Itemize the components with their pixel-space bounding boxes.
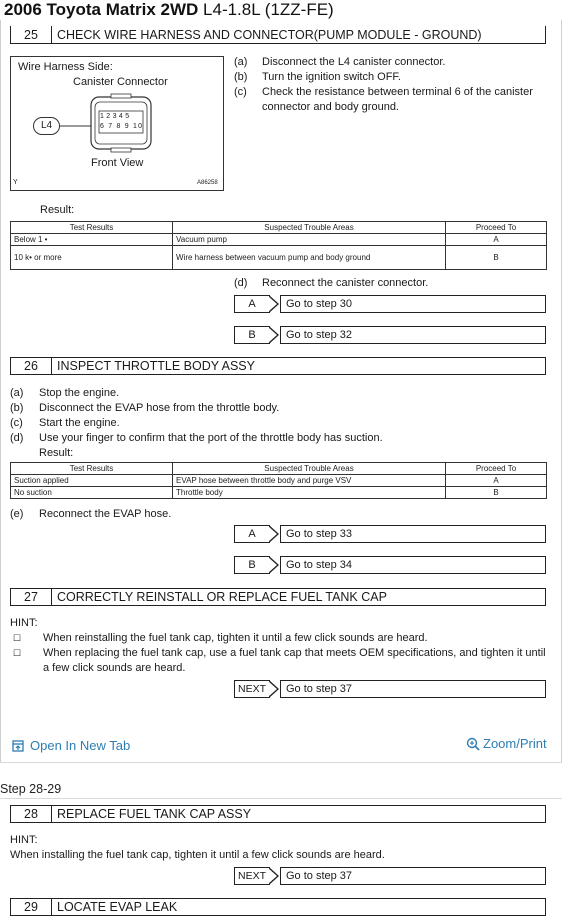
front-view-label: Front View [91,157,144,169]
step-title: REPLACE FUEL TANK CAP ASSY [57,807,252,821]
table-row: 10 k• or more Wire harness between vacuum pump and body ground B [11,246,547,270]
open-new-tab-icon [12,740,24,752]
step-number: 26 [11,358,52,374]
zoom-icon [466,737,480,751]
open-in-new-tab-link[interactable]: Open In New Tab [12,738,130,753]
section-divider [0,762,562,763]
checkbox-bullet-icon: ☐ [13,633,22,643]
step-26-header [10,357,546,375]
step-25-result-label: Result: [40,204,75,216]
pins-top-row: 12345 [100,113,132,120]
step-25-reconnect: (d) Reconnect the canister connector. [234,277,429,289]
step-28-hint-label: HINT: [10,834,38,846]
step-28-hint: When installing the fuel tank cap, tighten it until a few click sounds are heard. [10,849,385,861]
table-row: Suction applied EVAP hose between throttle body and purge VSV A [11,475,547,487]
table-row: No suction Throttle body B [11,487,547,499]
step-27-header [10,588,546,606]
checkbox-bullet-icon: ☐ [13,648,22,658]
connector-diagram [10,56,224,191]
section-divider [0,798,562,799]
step-number: 29 [11,899,52,915]
step-27-hint-label: HINT: [10,617,38,629]
step-number: 25 [11,26,52,43]
corner-mark: Y [13,179,18,186]
step-27-hints [10,631,550,676]
figure-code: A86258 [197,180,218,186]
step-29-header [10,898,546,916]
step-number: 28 [11,806,52,822]
title-vehicle: 2006 Toyota Matrix 2WD [4,0,199,19]
step-26-instructions: (a) Stop the engine. (b) Disconnect the EVAP hose from the throttle body. (c) Start the engine. (d) Use your finger to confirm that the port of the throttle body has suction. Result: [10,386,550,461]
pins-bottom-row: 6 7 8 9 10 [100,123,144,130]
list-item: ☐ When replacing the fuel tank cap, use a fuel tank cap that meets OEM specifications, and tighten it until a few click sounds are heard. [10,646,550,676]
step-26-result-label: Result: [39,447,74,459]
step-title: CORRECTLY REINSTALL OR REPLACE FUEL TANK CAP [57,590,387,604]
step-26-reconnect: (e) Reconnect the EVAP hose. [10,508,172,520]
step-28-header [10,805,546,823]
page-title [4,0,334,20]
step-25-header [10,26,546,44]
frame-left-border [0,20,1,762]
list-item: ☐ When reinstalling the fuel tank cap, tighten it until a few click sounds are heard. [10,631,550,646]
step-25-instructions: (a) Disconnect the L4 canister connector. (b) Turn the ignition switch OFF. (c) Check the resistance between terminal 6 of the canister connector and body ground. [234,56,533,113]
section-step-28-29-label: Step 28-29 [0,782,62,796]
zoom-print-link[interactable]: Zoom/Print [466,736,547,751]
step-26-result-table: Test Results Suspected Trouble Areas Proceed To Suction applied EVAP hose between throttle body and purge VSV A No suction Throttle body B [10,462,547,499]
step-title: INSPECT THROTTLE BODY ASSY [57,359,255,373]
step-title: LOCATE EVAP LEAK [57,900,178,914]
canister-connector-label: Canister Connector [73,76,168,88]
step-title: CHECK WIRE HARNESS AND CONNECTOR(PUMP MODULE - GROUND) [57,27,482,42]
step-number: 27 [11,589,52,605]
table-row: Below 1 • Vacuum pump A [11,234,547,246]
title-engine: L4-1.8L (1ZZ-FE) [203,0,334,19]
step-25-result-table: Test Results Suspected Trouble Areas Proceed To Below 1 • Vacuum pump A 10 k• or more Wire harness between vacuum pump and body ground B [10,221,547,270]
wire-harness-side-label: Wire Harness Side: [18,61,113,73]
connector-id-badge: L4 [33,117,60,135]
